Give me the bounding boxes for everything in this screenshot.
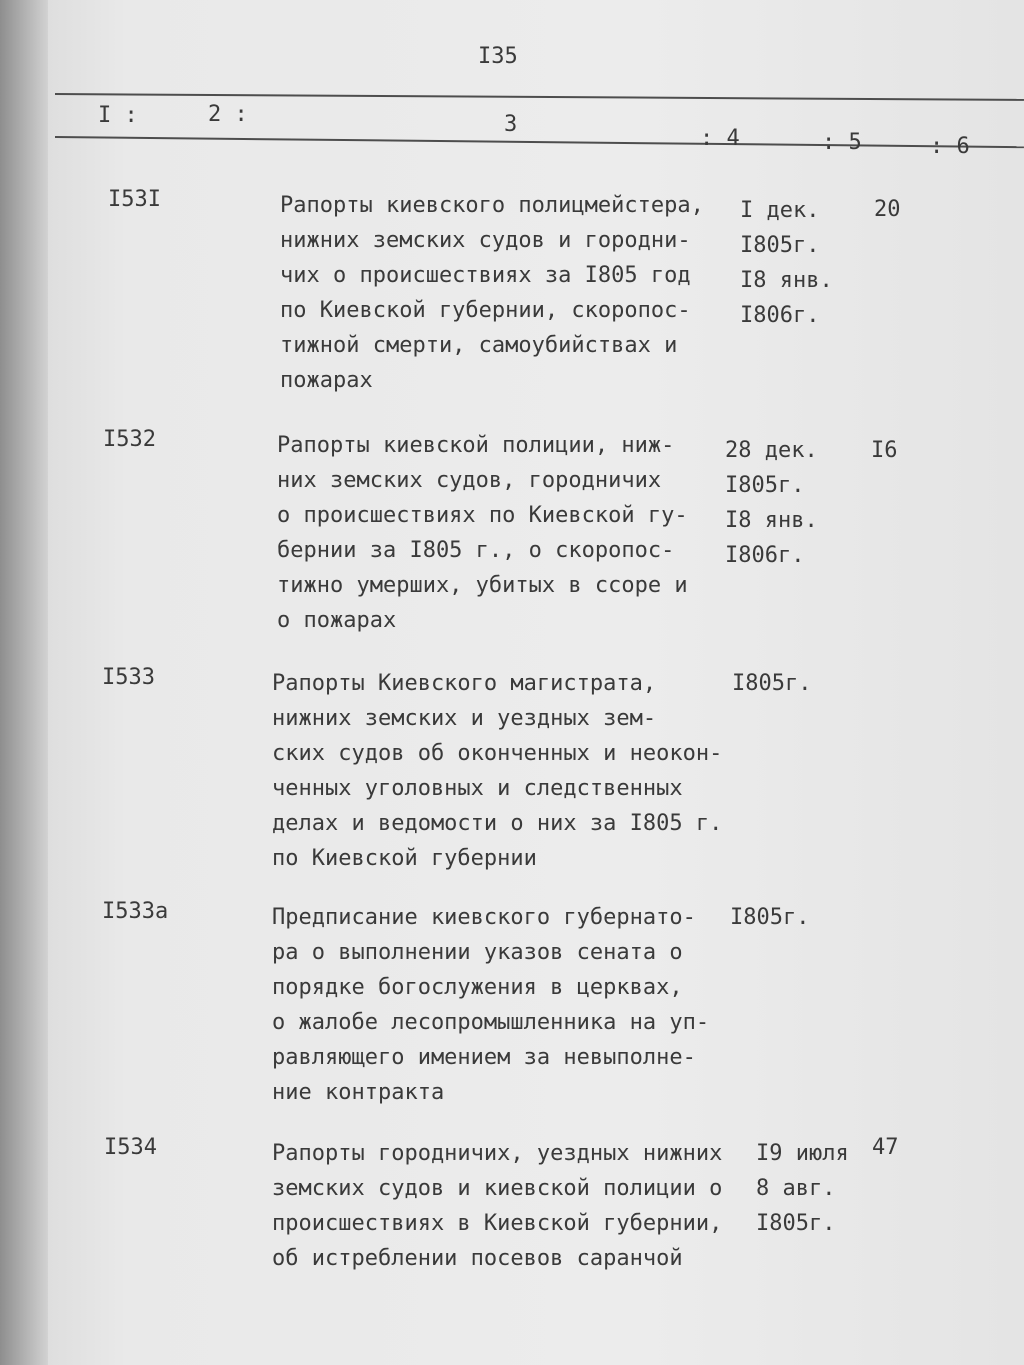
page-number: I35: [478, 44, 518, 69]
column-header-6: : 6: [930, 134, 970, 159]
entry-description: Предписание киевского губернато- ра о выполнении указов сената о порядке богослужения в церквах, о жалобе лесопромышленника на уп- равляющего имением за невыполне- ние контракта: [272, 905, 710, 1105]
column-header-3: 3: [504, 112, 518, 137]
entry-description: Рапорты киевской полиции, ниж- них земских судов, городничих о происшествиях по Киевской гу- бернии за I805 г., о скоропос- тижно умерших, убитых в ссоре и о пожарах: [277, 433, 688, 633]
entry-dates: 28 дек. I805г. I8 янв. I806г.: [725, 438, 818, 568]
entry-sheet-count: I6: [871, 438, 898, 463]
entry-description: Рапорты киевского полицмейстера, нижних земских судов и городни- чих о происшествиях за I805 год по Киевской губернии, скоропос- тижной смерти, самоубийствах и пожарах: [280, 193, 704, 393]
entry-dates: I805г.: [730, 905, 810, 930]
entry-dates: I805г.: [732, 671, 812, 696]
book-spine-shadow: [0, 0, 48, 1365]
entry-dates: I дек. I805г. I8 янв. I806г.: [740, 198, 833, 328]
column-header-5: : 5: [822, 130, 862, 155]
entry-number: I532: [103, 427, 156, 452]
column-header-4: : 4: [700, 126, 740, 151]
column-header-1: I :: [98, 103, 138, 128]
column-header-2: 2 :: [208, 102, 248, 127]
entry-number: I53I: [108, 187, 161, 212]
entry-sheet-count: 47: [872, 1135, 899, 1160]
entry-description: Рапорты Киевского магистрата, нижних земских и уездных зем- ских судов об оконченных и неокон- ченных уголовных и следственных делах и ведомости о них за I805 г. по Киевской губернии: [272, 671, 723, 871]
entry-description: Рапорты городничих, уездных нижних земских судов и киевской полиции о происшествиях в Киевской губернии, об истреблении посевов саранчой: [272, 1141, 723, 1271]
entry-sheet-count: 20: [874, 197, 901, 222]
entry-number: I533: [102, 665, 155, 690]
entry-dates: I9 июля 8 авг. I805г.: [756, 1141, 849, 1236]
entry-number: I534: [104, 1135, 157, 1160]
entry-number: I533а: [102, 899, 169, 924]
